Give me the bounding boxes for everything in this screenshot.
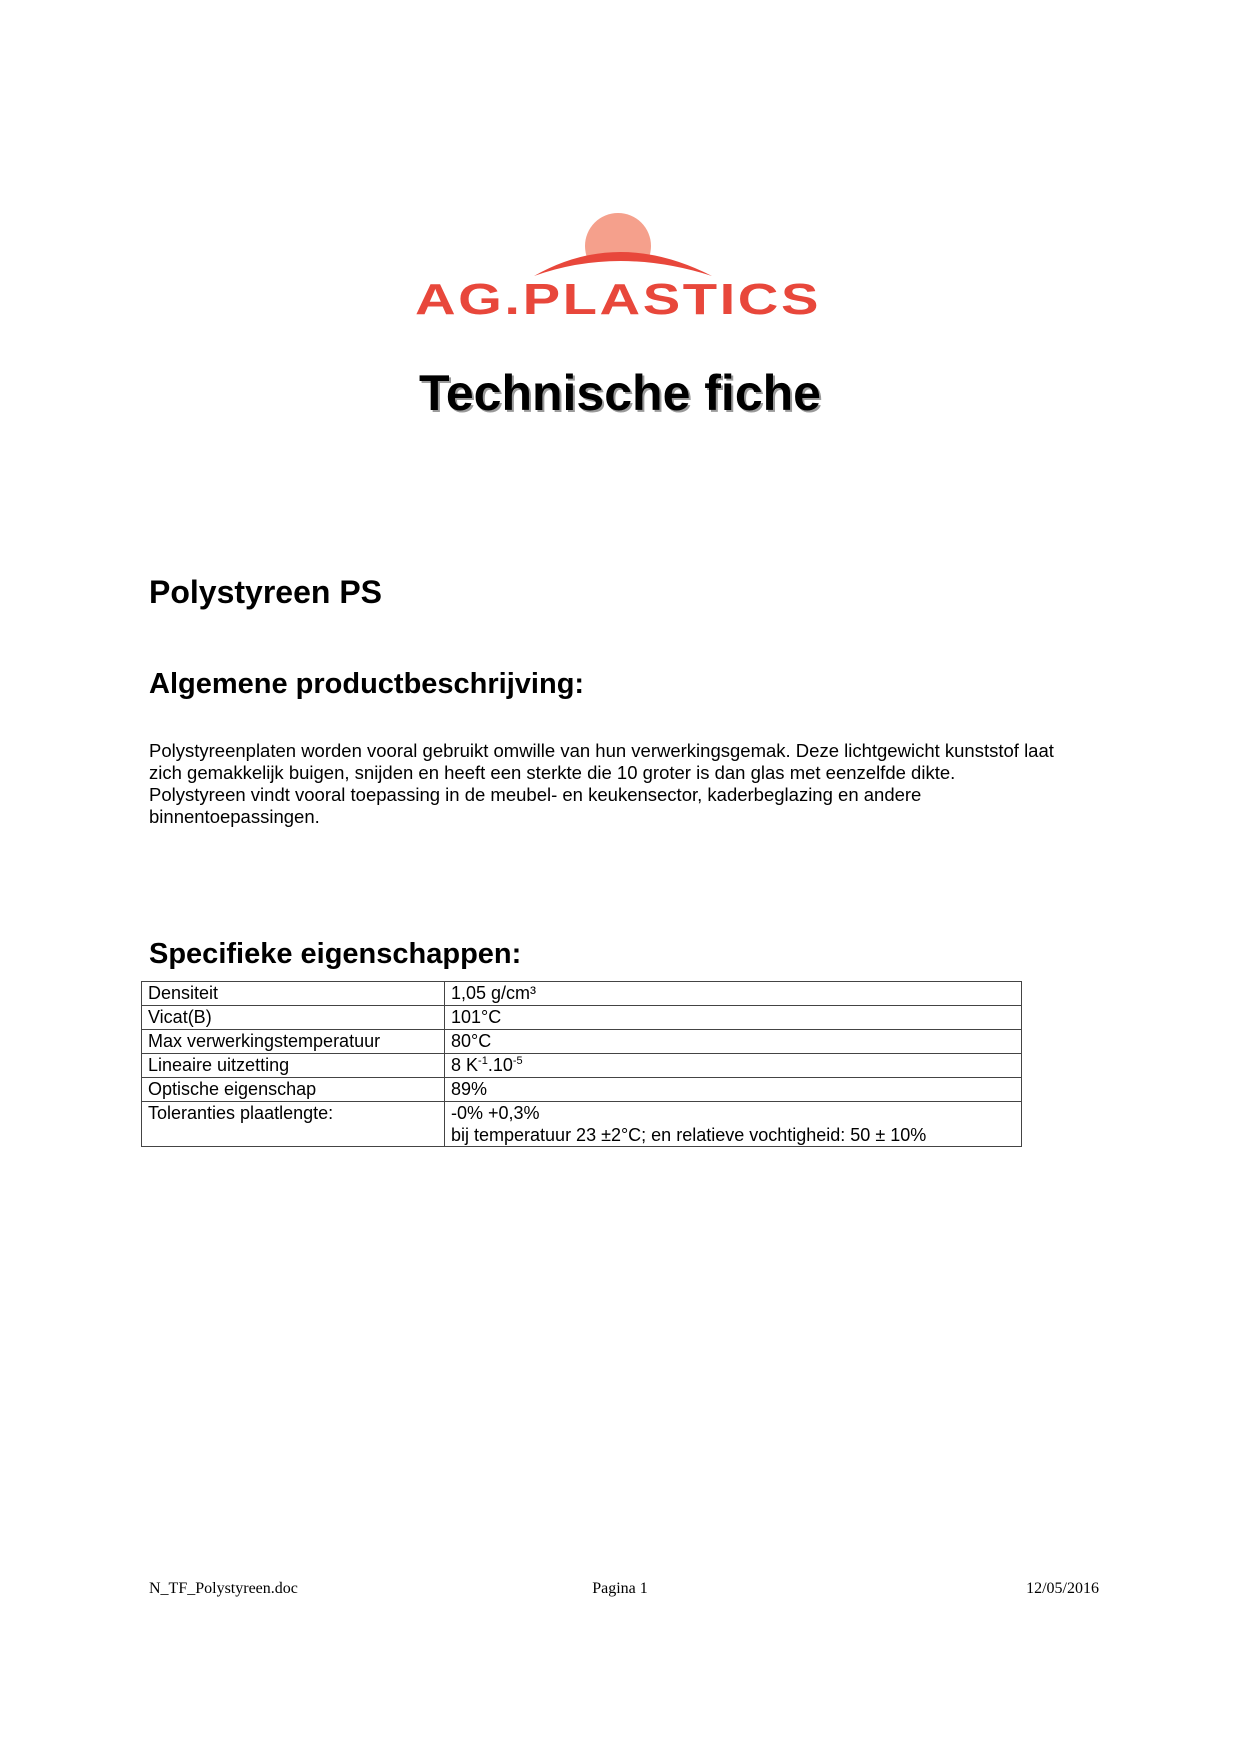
table-row	[142, 982, 1022, 1006]
arc-swoosh-icon	[534, 252, 712, 276]
description-line: Polystyreenplaten worden vooral gebruikt omwille van hun verwerkingsgemak. Deze lichtgewicht kunststof laat	[149, 740, 1054, 761]
property-value: 80°C	[445, 1030, 1022, 1054]
property-value: 1,05 g/cm³	[445, 982, 1022, 1006]
value-base: 8 K	[451, 1055, 479, 1075]
properties-table	[141, 981, 1022, 1147]
value-multiplier: .10	[487, 1055, 513, 1075]
description-paragraph	[149, 740, 1109, 828]
property-label: Max verwerkingstemperatuur	[142, 1030, 445, 1054]
properties-heading: Specifieke eigenschappen:	[149, 938, 522, 970]
description-line: Polystyreen vindt vooral toepassing in de meubel- en keukensector, kaderbeglazing en andere	[149, 784, 922, 805]
property-label: Vicat(B)	[142, 1006, 445, 1030]
property-label: Densiteit	[142, 982, 445, 1006]
description-heading: Algemene productbeschrijving:	[149, 668, 585, 700]
sun-icon	[585, 213, 651, 279]
document-title: Technische fiche	[419, 365, 821, 421]
description-line: binnentoepassingen.	[149, 806, 320, 827]
tolerance-conditions: bij temperatuur 23 ±2°C; en relatieve vochtigheid: 50 ± 10%	[451, 1125, 927, 1145]
property-label: Toleranties plaatlengte:	[142, 1102, 445, 1147]
table-row	[142, 1030, 1022, 1054]
ag-plastics-logo	[412, 208, 824, 318]
value-exponent: -5	[512, 1055, 523, 1067]
product-name: Polystyreen PS	[149, 574, 382, 610]
property-value	[445, 1054, 1022, 1078]
property-value: 101°C	[445, 1006, 1022, 1030]
table-row	[142, 1054, 1022, 1078]
logo-wordmark: AG.PLASTICS	[415, 275, 821, 318]
description-line: zich gemakkelijk buigen, snijden en heeft een sterkte die 10 groter is dan glas met eenzelfde dikte.	[149, 762, 956, 783]
table-row	[142, 1006, 1022, 1030]
property-label: Lineaire uitzetting	[142, 1054, 445, 1078]
footer-date: 12/05/2016	[1026, 1580, 1099, 1597]
property-value: 89%	[445, 1078, 1022, 1102]
property-label: Optische eigenschap	[142, 1078, 445, 1102]
property-value	[445, 1102, 1022, 1147]
footer-filename: N_TF_Polystyreen.doc	[149, 1580, 298, 1597]
table-row	[142, 1078, 1022, 1102]
footer-page-number: Pagina 1	[592, 1580, 648, 1597]
tolerance-value: -0% +0,3%	[451, 1103, 540, 1123]
value-exponent: -1	[478, 1055, 488, 1067]
table-row	[142, 1102, 1022, 1147]
